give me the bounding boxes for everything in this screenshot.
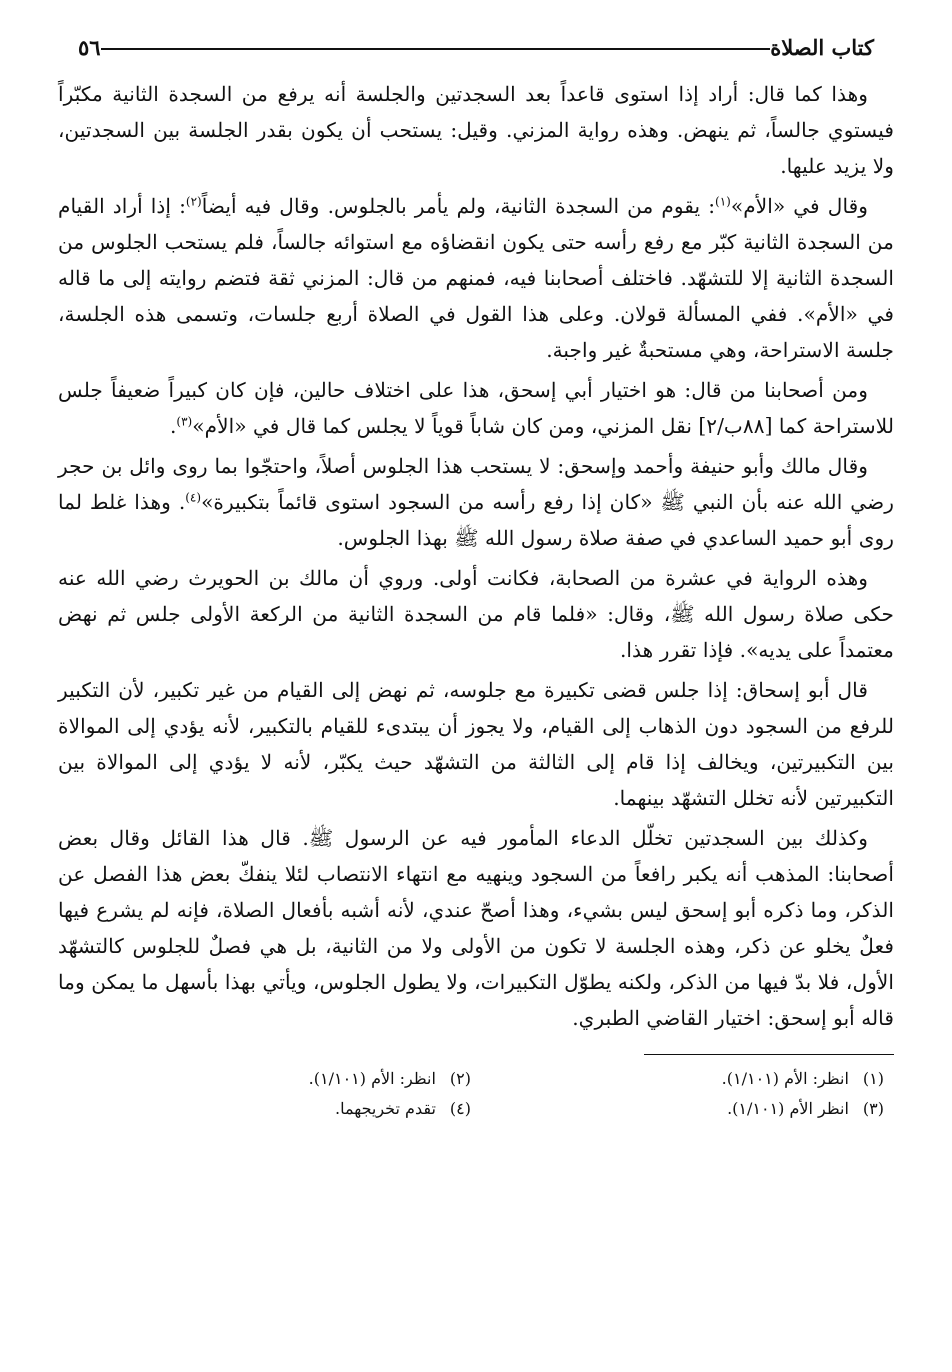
- footnote-text: انظر: الأم (١/١٠١).: [721, 1069, 849, 1088]
- paragraph: [58, 820, 894, 1036]
- text-segment: وهذا كما قال: أراد إذا استوى قاعداً بعد السجدتين والجلسة أنه يرفع من السجدة الثانية مكبّراً فيستوي جالساً، ثم ينهض. وهذه رواية المزني. وقيل: يستحب أن يكون بقدر الجلسة بين السجدتين، ولا يزيد عليها.: [58, 82, 894, 178]
- paragraph: [58, 188, 894, 368]
- paragraph: [58, 372, 894, 444]
- body-text: [58, 76, 894, 1036]
- footnote-number: (٤): [449, 1099, 471, 1118]
- footnote: [471, 1069, 884, 1099]
- footnote: [58, 1069, 471, 1099]
- text-segment: . وهذا غلط لما روى أبو حميد الساعدي في صفة صلاة رسول الله ﷺ بهذا الجلوس.: [58, 490, 894, 550]
- footnote-text: انظر الأم (١/١٠١).: [727, 1099, 849, 1118]
- footnote-text: انظر: الأم (١/١٠١).: [308, 1069, 436, 1088]
- footnote-number: (٢): [449, 1069, 471, 1088]
- text-segment: : يقوم من السجدة الثانية، ولم يأمر بالجلوس. وقال فيه أيضاً: [201, 194, 716, 218]
- paragraph: [58, 560, 894, 668]
- footnote-ref: (٢): [185, 194, 202, 209]
- footnote-number: (١): [862, 1069, 884, 1088]
- running-header: [58, 30, 894, 64]
- book-title: كتاب الصلاة: [770, 34, 874, 60]
- page-number: ٥٦: [78, 34, 101, 60]
- text-segment: ومن أصحابنا من قال: هو اختيار أبي إسحق، هذا على اختلاف حالين، فإن كان كبيراً ضعيفاً جلس للاستراحة كما [٨٨ب/٢] نقل المزني، ومن كان شاباً قوياً لا يجلس كما قال في «الأم»: [58, 378, 894, 438]
- text-segment: وقال في «الأم»: [730, 194, 868, 218]
- footnote-ref: (٤): [185, 490, 202, 505]
- document-page: [58, 30, 894, 1342]
- footnotes: [58, 1069, 894, 1129]
- footnote-ref: (٣): [176, 414, 193, 429]
- paragraph: [58, 672, 894, 816]
- text-segment: وكذلك بين السجدتين تخلّل الدعاء المأمور فيه عن الرسول ﷺ. قال هذا القائل وقال بعض أصحابنا: المذهب أنه يكبر رافعاً من السجود وينهيه مع انتهاء الانتصاب لئلا ينفكّ بعض هذا الفصل عن الذكر، وما ذكره أبو إسحق ليس بشيء، وهذا أصحّ عندي، لأنه أشبه بأفعال الصلاة، فإنه لم يشرع فيها فعلٌ يخلو عن ذكر، وهذه الجلسة لا تكون من الأولى ولا من الثانية، بل هي فصلٌ للجلوس كالتشهّد الأول، فلا بدّ فيها من الذكر، ولكنه يطوّل التكبيرات، ولا يطول الجلوس، ويأتي بهذا بأسهل ما يمكن وما قاله أبو إسحق: اختيار القاضي الطبري.: [58, 826, 894, 1030]
- footnote-ref: (١): [715, 194, 731, 209]
- footnote-rule: [644, 1054, 894, 1055]
- text-segment: قال أبو إسحاق: إذا جلس قضى تكبيرة مع جلوسه، ثم نهض إلى القيام من غير تكبير، لأن التكبير للرفع من السجود دون الذهاب إلى القيام، ولا يجوز أن يبتدىء للقيام بالتكبير، لأنه يؤدي إلى الموالاة بين التكبيرتين، ويخالف إذا قام إلى الثالثة من التشهّد حيث يكبّر، لأنه لا يؤدي إلى الموالاة بين التكبيرتين لأنه تخلل التشهّد بينهما.: [58, 678, 894, 810]
- text-segment: : إذا أراد القيام من السجدة الثانية كبّر مع رفع رأسه حتى يكون انقضاؤه مع استوائه جالساً، فلم يستحب الجلوس من السجدة الثانية إلا للتشهّد. فاختلف أصحابنا فيه، فمنهم من قال: المزني ثقة فتضم روايته إلى ما قاله في «الأم». ففي المسألة قولان. وعلى هذا القول في الصلاة أربع جلسات، وتسمى هذه الجلسة، جلسة الاستراحة، وهي مستحبةٌ غير واجبة.: [58, 194, 894, 362]
- footnote-number: (٣): [862, 1099, 884, 1118]
- footnote: [471, 1099, 884, 1129]
- header-rule: [101, 48, 771, 50]
- text-segment: .: [169, 414, 177, 438]
- footnote: [58, 1099, 471, 1129]
- footnote-text: تقدم تخريجهما.: [334, 1099, 436, 1118]
- text-segment: وقال مالك وأبو حنيفة وأحمد وإسحق: لا يستحب هذا الجلوس أصلاً، واحتجّوا بما روى وائل بن حجر رضي الله عنه بأن النبي ﷺ «كان إذا رفع رأسه من السجود استوى قائماً بتكبيرة»: [58, 454, 894, 514]
- paragraph: [58, 448, 894, 556]
- text-segment: وهذه الرواية في عشرة من الصحابة، فكانت أولى. وروي أن مالك بن الحويرث رضي الله عنه حكى صلاة رسول الله ﷺ، وقال: «فلما قام من السجدة الثانية من الركعة الأولى جلس ثم نهض معتمداً على يديه». فإذا تقرر هذا.: [58, 566, 894, 662]
- paragraph: [58, 76, 894, 184]
